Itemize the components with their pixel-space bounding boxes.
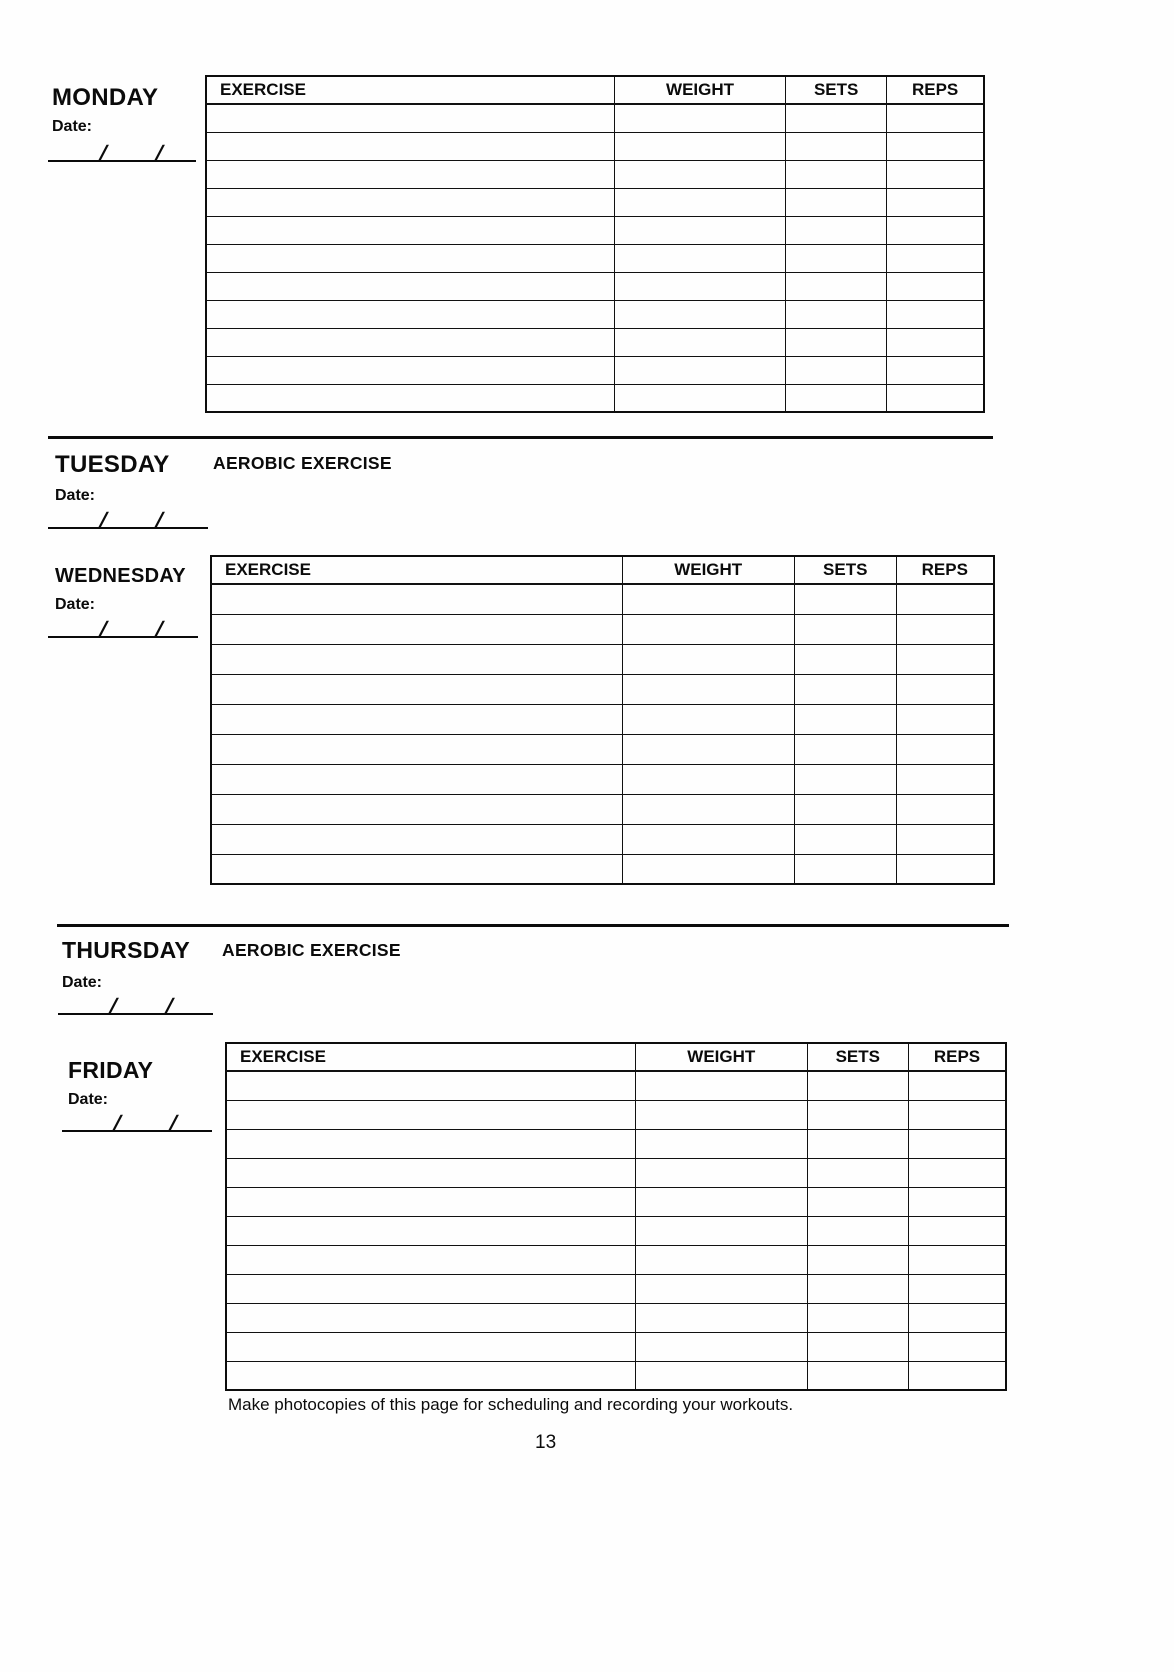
- empty-cell: [622, 824, 794, 854]
- table-row: [206, 160, 984, 188]
- empty-cell: [786, 188, 887, 216]
- empty-cell: [636, 1158, 808, 1187]
- empty-cell: [206, 244, 614, 272]
- empty-cell: [794, 824, 896, 854]
- empty-cell: [887, 104, 984, 132]
- table-row: [226, 1071, 1006, 1100]
- date-slash: /: [154, 142, 164, 165]
- empty-cell: [807, 1187, 908, 1216]
- date-slash: /: [98, 142, 108, 165]
- empty-cell: [807, 1216, 908, 1245]
- empty-cell: [636, 1129, 808, 1158]
- empty-cell: [908, 1303, 1006, 1332]
- exercise-header: EXERCISE: [226, 1043, 636, 1071]
- footer-note: Make photocopies of this page for scheduling and recording your workouts.: [228, 1395, 794, 1414]
- table-row: [206, 244, 984, 272]
- table-header-row: [211, 556, 994, 584]
- empty-cell: [622, 704, 794, 734]
- empty-cell: [908, 1274, 1006, 1303]
- date-slash: /: [154, 618, 164, 641]
- table-row: [206, 272, 984, 300]
- table-row: [206, 216, 984, 244]
- empty-cell: [807, 1361, 908, 1390]
- empty-cell: [211, 584, 622, 614]
- empty-cell: [206, 188, 614, 216]
- thursday-date-label: Date:: [62, 974, 103, 991]
- empty-cell: [896, 584, 994, 614]
- empty-cell: [887, 272, 984, 300]
- empty-cell: [794, 854, 896, 884]
- monday-date-line: [48, 138, 196, 165]
- empty-cell: [226, 1100, 636, 1129]
- empty-cell: [636, 1216, 808, 1245]
- empty-cell: [908, 1245, 1006, 1274]
- table-row: [211, 764, 994, 794]
- empty-cell: [786, 384, 887, 412]
- empty-cell: [622, 734, 794, 764]
- friday-table: [225, 1042, 1007, 1391]
- empty-cell: [206, 216, 614, 244]
- empty-cell: [887, 188, 984, 216]
- empty-cell: [636, 1071, 808, 1100]
- empty-cell: [908, 1361, 1006, 1390]
- friday-date-line: [62, 1108, 212, 1135]
- friday-date-label: Date:: [68, 1091, 109, 1108]
- empty-cell: [206, 272, 614, 300]
- empty-cell: [908, 1158, 1006, 1187]
- table-row: [211, 614, 994, 644]
- empty-cell: [622, 644, 794, 674]
- empty-cell: [786, 104, 887, 132]
- empty-cell: [211, 764, 622, 794]
- empty-cell: [226, 1361, 636, 1390]
- empty-cell: [211, 734, 622, 764]
- reps-header: REPS: [887, 76, 984, 104]
- empty-cell: [622, 674, 794, 704]
- sets-header: SETS: [786, 76, 887, 104]
- table-row: [226, 1361, 1006, 1390]
- empty-cell: [887, 244, 984, 272]
- table-row: [226, 1332, 1006, 1361]
- empty-cell: [622, 614, 794, 644]
- empty-cell: [887, 300, 984, 328]
- empty-cell: [622, 794, 794, 824]
- tuesday-aerobic-label: AEROBIC EXERCISE: [213, 453, 392, 473]
- empty-cell: [226, 1187, 636, 1216]
- empty-cell: [786, 356, 887, 384]
- empty-cell: [211, 614, 622, 644]
- empty-cell: [794, 644, 896, 674]
- table-row: [211, 704, 994, 734]
- table-row: [211, 644, 994, 674]
- weight-header: WEIGHT: [636, 1043, 808, 1071]
- empty-cell: [614, 132, 785, 160]
- empty-cell: [614, 384, 785, 412]
- empty-cell: [622, 584, 794, 614]
- empty-cell: [794, 584, 896, 614]
- thursday-label: THURSDAY: [62, 937, 191, 963]
- table-row: [211, 674, 994, 704]
- empty-cell: [636, 1303, 808, 1332]
- reps-header: REPS: [896, 556, 994, 584]
- empty-cell: [786, 216, 887, 244]
- weight-header: WEIGHT: [614, 76, 785, 104]
- date-slash: /: [98, 618, 108, 641]
- table-row: [206, 104, 984, 132]
- empty-cell: [908, 1332, 1006, 1361]
- monday-label: MONDAY: [52, 84, 159, 111]
- date-slash: /: [164, 995, 174, 1018]
- empty-cell: [226, 1158, 636, 1187]
- empty-cell: [614, 160, 785, 188]
- empty-cell: [211, 674, 622, 704]
- empty-cell: [896, 734, 994, 764]
- table-row: [211, 824, 994, 854]
- tuesday-label: TUESDAY: [55, 451, 170, 478]
- empty-cell: [807, 1274, 908, 1303]
- empty-cell: [206, 104, 614, 132]
- empty-cell: [896, 764, 994, 794]
- empty-cell: [206, 160, 614, 188]
- monday-table: [205, 75, 985, 413]
- empty-cell: [636, 1245, 808, 1274]
- empty-cell: [887, 160, 984, 188]
- empty-cell: [896, 674, 994, 704]
- empty-cell: [807, 1245, 908, 1274]
- date-slash: /: [108, 995, 118, 1018]
- empty-cell: [896, 644, 994, 674]
- empty-cell: [794, 674, 896, 704]
- empty-cell: [794, 764, 896, 794]
- empty-cell: [908, 1129, 1006, 1158]
- empty-cell: [786, 132, 887, 160]
- empty-cell: [206, 328, 614, 356]
- empty-cell: [896, 614, 994, 644]
- empty-cell: [226, 1216, 636, 1245]
- empty-cell: [206, 384, 614, 412]
- empty-cell: [211, 824, 622, 854]
- empty-cell: [794, 704, 896, 734]
- table-row: [211, 854, 994, 884]
- table-row: [211, 794, 994, 824]
- table-row: [211, 584, 994, 614]
- empty-cell: [887, 384, 984, 412]
- empty-cell: [614, 244, 785, 272]
- thursday-date-line: [58, 991, 213, 1018]
- wednesday-date-label: Date:: [55, 596, 96, 613]
- empty-cell: [211, 704, 622, 734]
- table-row: [206, 384, 984, 412]
- table-row: [226, 1303, 1006, 1332]
- sets-header: SETS: [807, 1043, 908, 1071]
- empty-cell: [614, 188, 785, 216]
- table-row: [226, 1216, 1006, 1245]
- empty-cell: [887, 216, 984, 244]
- date-slash: /: [168, 1112, 178, 1135]
- empty-cell: [622, 854, 794, 884]
- empty-cell: [908, 1216, 1006, 1245]
- empty-cell: [908, 1187, 1006, 1216]
- empty-cell: [887, 328, 984, 356]
- empty-cell: [807, 1158, 908, 1187]
- empty-cell: [807, 1071, 908, 1100]
- thursday-aerobic-label: AEROBIC EXERCISE: [222, 940, 401, 960]
- empty-cell: [206, 132, 614, 160]
- empty-cell: [807, 1303, 908, 1332]
- empty-cell: [794, 614, 896, 644]
- empty-cell: [908, 1071, 1006, 1100]
- table-row: [211, 734, 994, 764]
- page-number: 13: [535, 1432, 557, 1453]
- wednesday-label: WEDNESDAY: [55, 565, 186, 587]
- empty-cell: [636, 1361, 808, 1390]
- empty-cell: [786, 160, 887, 188]
- empty-cell: [614, 300, 785, 328]
- friday-label: FRIDAY: [68, 1057, 154, 1083]
- empty-cell: [206, 356, 614, 384]
- tuesday-date-label: Date:: [55, 487, 96, 504]
- empty-cell: [794, 734, 896, 764]
- table-row: [226, 1187, 1006, 1216]
- empty-cell: [226, 1129, 636, 1158]
- empty-cell: [636, 1274, 808, 1303]
- empty-cell: [887, 132, 984, 160]
- section-divider: [57, 924, 1009, 927]
- empty-cell: [622, 764, 794, 794]
- empty-cell: [211, 794, 622, 824]
- empty-cell: [226, 1071, 636, 1100]
- table-row: [206, 300, 984, 328]
- empty-cell: [896, 794, 994, 824]
- weight-header: WEIGHT: [622, 556, 794, 584]
- empty-cell: [786, 300, 887, 328]
- section-divider: [48, 436, 993, 439]
- empty-cell: [636, 1187, 808, 1216]
- empty-cell: [896, 824, 994, 854]
- empty-cell: [211, 644, 622, 674]
- empty-cell: [636, 1332, 808, 1361]
- empty-cell: [794, 794, 896, 824]
- empty-cell: [786, 244, 887, 272]
- empty-cell: [908, 1100, 1006, 1129]
- empty-cell: [896, 854, 994, 884]
- table-row: [226, 1245, 1006, 1274]
- empty-cell: [887, 356, 984, 384]
- sets-header: SETS: [794, 556, 896, 584]
- empty-cell: [614, 328, 785, 356]
- table-header-row: [226, 1043, 1006, 1071]
- empty-cell: [614, 356, 785, 384]
- empty-cell: [226, 1303, 636, 1332]
- exercise-header: EXERCISE: [211, 556, 622, 584]
- empty-cell: [206, 300, 614, 328]
- table-row: [206, 188, 984, 216]
- table-row: [226, 1100, 1006, 1129]
- empty-cell: [896, 704, 994, 734]
- empty-cell: [807, 1332, 908, 1361]
- empty-cell: [786, 328, 887, 356]
- wednesday-table: [210, 555, 995, 885]
- table-row: [226, 1129, 1006, 1158]
- empty-cell: [226, 1274, 636, 1303]
- empty-cell: [226, 1245, 636, 1274]
- empty-cell: [614, 104, 785, 132]
- table-row: [226, 1158, 1006, 1187]
- monday-date-label: Date:: [52, 118, 93, 135]
- empty-cell: [211, 854, 622, 884]
- table-row: [206, 356, 984, 384]
- empty-cell: [614, 272, 785, 300]
- empty-cell: [614, 216, 785, 244]
- table-row: [206, 132, 984, 160]
- empty-cell: [786, 272, 887, 300]
- empty-cell: [636, 1100, 808, 1129]
- table-row: [226, 1274, 1006, 1303]
- exercise-header: EXERCISE: [206, 76, 614, 104]
- empty-cell: [807, 1129, 908, 1158]
- empty-cell: [807, 1100, 908, 1129]
- wednesday-date-line: [48, 614, 198, 641]
- tuesday-date-line: [48, 505, 208, 532]
- date-slash: /: [154, 509, 164, 532]
- date-slash: /: [98, 509, 108, 532]
- table-header-row: [206, 76, 984, 104]
- table-row: [206, 328, 984, 356]
- empty-cell: [226, 1332, 636, 1361]
- date-slash: /: [112, 1112, 122, 1135]
- reps-header: REPS: [908, 1043, 1006, 1071]
